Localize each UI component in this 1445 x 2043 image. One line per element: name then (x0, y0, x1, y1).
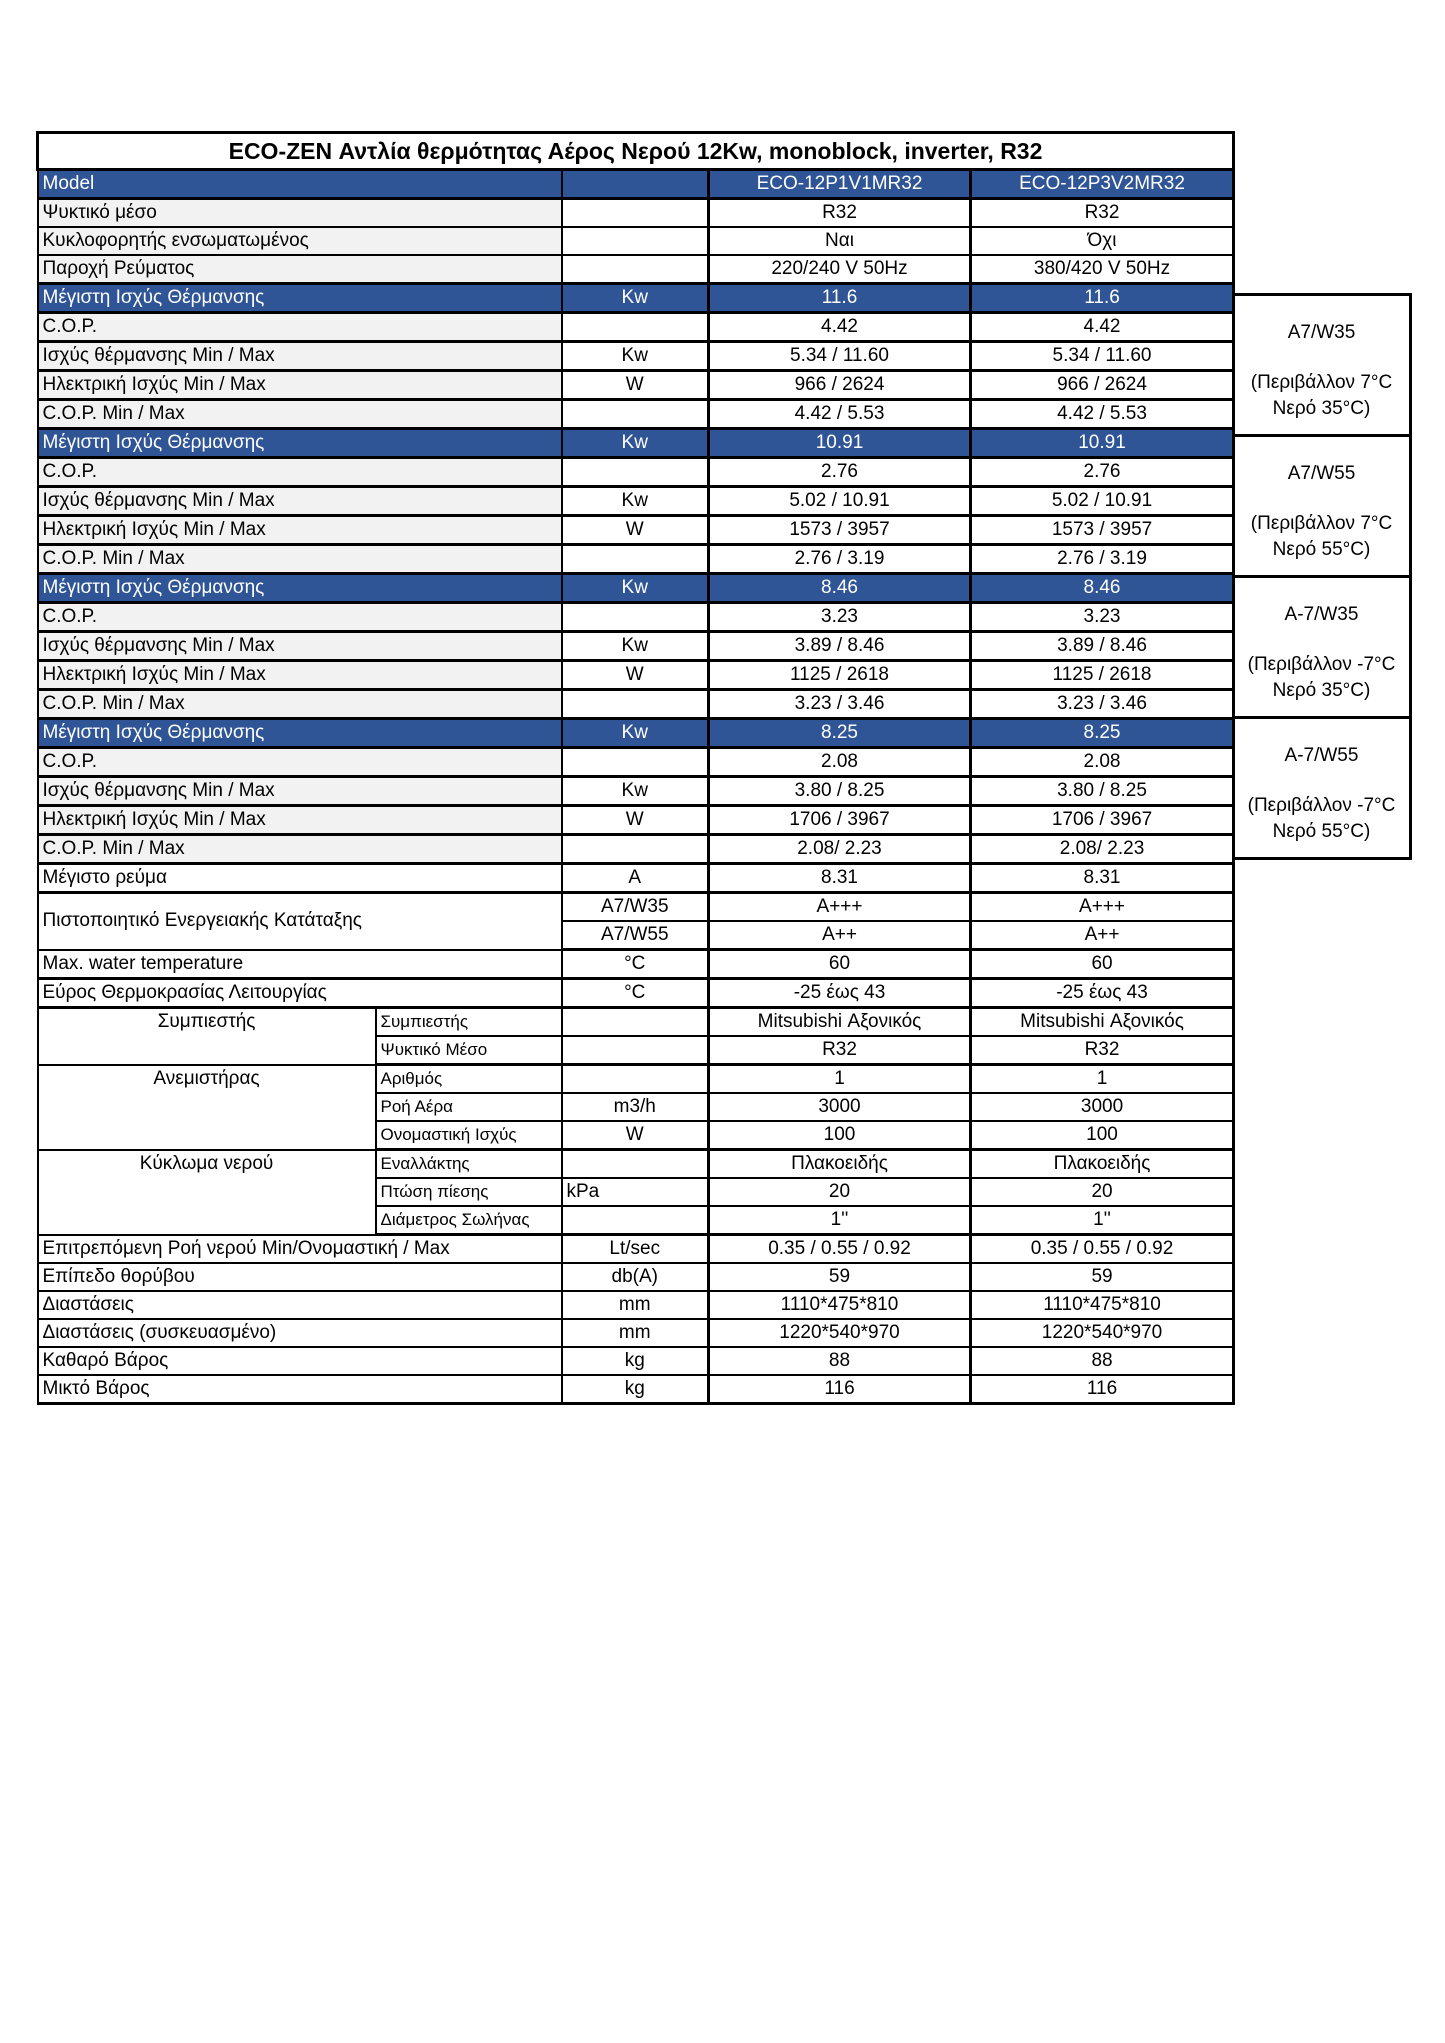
row-label: Επίπεδο θορύβου (38, 1263, 562, 1291)
group-row (38, 1065, 1234, 1094)
row-label: Ισχύς θέρμανσης Min / Max (38, 777, 562, 806)
group-label: Συμπιεστής (38, 1008, 376, 1065)
value-model-1: 3000 (709, 1093, 971, 1121)
value-model-2: 1125 / 2618 (971, 661, 1234, 690)
sub-label: Ροή Αέρα (376, 1093, 562, 1121)
row-unit (562, 255, 709, 284)
test-condition-box (1232, 293, 1412, 437)
page-title: ECO-ZEN Αντλία θερμότητας Αέρος Νερού 12Kw, monoblock, inverter, R32 (38, 133, 1234, 170)
performance-header-row (38, 284, 1234, 313)
row-unit (562, 1150, 709, 1179)
spec-table (36, 131, 1235, 1405)
row-unit: Kw (562, 429, 709, 458)
value-model-2: 1110*475*810 (971, 1291, 1234, 1319)
value-model-1: 116 (709, 1375, 971, 1404)
energy-class-condition: A7/W55 (562, 921, 709, 950)
sub-label: Πτώση πίεσης (376, 1178, 562, 1206)
value-model-1: R32 (709, 199, 971, 228)
row-label: C.O.P. (38, 313, 562, 342)
value-model-1: 3.89 / 8.46 (709, 632, 971, 661)
condition-ambient: (Περιβάλλον 7°C (1250, 513, 1393, 534)
value-model-2: 1573 / 3957 (971, 516, 1234, 545)
value-model-2: 1 (971, 1065, 1234, 1094)
value-model-1: Πλακοειδής (709, 1150, 971, 1179)
value-model-2: 2.76 (971, 458, 1234, 487)
value-model-2: 11.6 (971, 284, 1234, 313)
energy-class-label: Πιστοποιητικό Ενεργειακής Κατάταξης (38, 893, 562, 950)
row-unit (562, 458, 709, 487)
row-label: Μέγιστη Ισχύς Θέρμανσης (38, 429, 562, 458)
performance-row (38, 458, 1234, 487)
condition-description (1234, 485, 1409, 563)
group-row (38, 1150, 1234, 1179)
value-model-1: 8.31 (709, 864, 971, 893)
row-unit: mm (562, 1291, 709, 1319)
model-unit (562, 170, 709, 199)
value-model-2: 60 (971, 950, 1234, 979)
value-model-1: 3.80 / 8.25 (709, 777, 971, 806)
row-unit: Kw (562, 777, 709, 806)
test-condition-box (1232, 575, 1412, 719)
operating-range-row (38, 979, 1234, 1008)
max-current-row (38, 864, 1234, 893)
row-unit: W (562, 516, 709, 545)
value-model-2: Mitsubishi Αξονικός (971, 1008, 1234, 1037)
condition-description (1234, 344, 1409, 422)
test-condition-box (1232, 716, 1412, 860)
spec-row (38, 1235, 1234, 1264)
sub-label: Ονομαστική Ισχύς (376, 1121, 562, 1150)
value-model-2: -25 έως 43 (971, 979, 1234, 1008)
condition-code: A-7/W55 (1284, 745, 1359, 766)
performance-row (38, 806, 1234, 835)
row-label: Ισχύς θέρμανσης Min / Max (38, 632, 562, 661)
group-label: Κύκλωμα νερού (38, 1150, 376, 1235)
row-label: Ισχύς θέρμανσης Min / Max (38, 342, 562, 371)
performance-header-row (38, 429, 1234, 458)
performance-row (38, 371, 1234, 400)
value-model-2: Όχι (971, 227, 1234, 255)
condition-water: Νερό 55°C) (1272, 821, 1371, 842)
value-model-2: 1706 / 3967 (971, 806, 1234, 835)
condition-code: A7/W35 (1287, 322, 1356, 343)
row-label: Διαστάσεις (38, 1291, 562, 1319)
row-unit: Lt/sec (562, 1235, 709, 1264)
spec-row (38, 1319, 1234, 1347)
row-label: Κυκλοφορητής ενσωματωμένος (38, 227, 562, 255)
value-model-2: 3.23 (971, 603, 1234, 632)
value-model-2: 3.80 / 8.25 (971, 777, 1234, 806)
value-model-2: 8.25 (971, 719, 1234, 748)
value-model-1: 8.25 (709, 719, 971, 748)
row-unit: Kw (562, 487, 709, 516)
row-unit (562, 690, 709, 719)
performance-row (38, 342, 1234, 371)
value-model-1: 11.6 (709, 284, 971, 313)
value-model-2: 8.31 (971, 864, 1234, 893)
model-1-name: ECO-12P1V1MR32 (709, 170, 971, 199)
value-model-2: 1'' (971, 1206, 1234, 1235)
value-model-2: R32 (971, 199, 1234, 228)
performance-row (38, 661, 1234, 690)
value-model-2: 2.08 (971, 748, 1234, 777)
row-unit: Kw (562, 719, 709, 748)
value-model-1: 2.76 / 3.19 (709, 545, 971, 574)
spec-row (38, 1347, 1234, 1375)
value-model-2: 3000 (971, 1093, 1234, 1121)
energy-class-row (38, 893, 1234, 922)
spec-row (38, 1375, 1234, 1404)
condition-water: Νερό 35°C) (1272, 680, 1371, 701)
row-label: Επιτρεπόμενη Ροή νερού Min/Ονομαστική / Max (38, 1235, 562, 1264)
row-unit (562, 1008, 709, 1037)
row-label: Διαστάσεις (συσκευασμένο) (38, 1319, 562, 1347)
value-model-1: 0.35 / 0.55 / 0.92 (709, 1235, 971, 1264)
row-unit (562, 748, 709, 777)
row-unit (562, 545, 709, 574)
condition-code: A-7/W35 (1284, 604, 1359, 625)
row-unit: °C (562, 979, 709, 1008)
spec-row (38, 1263, 1234, 1291)
value-model-2: Πλακοειδής (971, 1150, 1234, 1179)
energy-class-condition: A7/W35 (562, 893, 709, 922)
row-unit (562, 835, 709, 864)
value-model-1: 1 (709, 1065, 971, 1094)
condition-ambient: (Περιβάλλον -7°C (1247, 795, 1396, 816)
value-model-2: 966 / 2624 (971, 371, 1234, 400)
row-unit (562, 1065, 709, 1094)
value-model-1: 4.42 / 5.53 (709, 400, 971, 429)
model-header-row (38, 170, 1234, 199)
row-label: Μέγιστη Ισχύς Θέρμανσης (38, 284, 562, 313)
value-model-1: 2.76 (709, 458, 971, 487)
condition-ambient: (Περιβάλλον -7°C (1247, 654, 1396, 675)
row-label: C.O.P. Min / Max (38, 835, 562, 864)
performance-row (38, 835, 1234, 864)
test-conditions-column (1232, 293, 1412, 860)
row-unit: W (562, 371, 709, 400)
row-unit: m3/h (562, 1093, 709, 1121)
value-model-2: R32 (971, 1036, 1234, 1065)
row-label: Ηλεκτρική Ισχύς Min / Max (38, 661, 562, 690)
row-label: C.O.P. (38, 748, 562, 777)
value-model-1: A++ (709, 921, 971, 950)
value-model-2: 380/420 V 50Hz (971, 255, 1234, 284)
value-model-1: 4.42 (709, 313, 971, 342)
max-water-temp-row (38, 950, 1234, 979)
value-model-2: 4.42 (971, 313, 1234, 342)
row-unit (562, 1036, 709, 1065)
row-unit: Kw (562, 574, 709, 603)
value-model-2: 3.23 / 3.46 (971, 690, 1234, 719)
row-unit: mm (562, 1319, 709, 1347)
value-model-1: 8.46 (709, 574, 971, 603)
value-model-2: 59 (971, 1263, 1234, 1291)
value-model-1: 5.34 / 11.60 (709, 342, 971, 371)
test-condition-box (1232, 434, 1412, 578)
row-unit: W (562, 1121, 709, 1150)
condition-description (1234, 767, 1409, 845)
value-model-2: 2.08/ 2.23 (971, 835, 1234, 864)
row-unit: db(A) (562, 1263, 709, 1291)
value-model-2: 1220*540*970 (971, 1319, 1234, 1347)
value-model-1: 100 (709, 1121, 971, 1150)
value-model-1: A+++ (709, 893, 971, 922)
sub-label: Συμπιεστής (376, 1008, 562, 1037)
sub-label: Εναλλάκτης (376, 1150, 562, 1179)
row-label: Μέγιστο ρεύμα (38, 864, 562, 893)
performance-row (38, 603, 1234, 632)
row-unit: Kw (562, 342, 709, 371)
value-model-1: -25 έως 43 (709, 979, 971, 1008)
value-model-1: 60 (709, 950, 971, 979)
row-unit: W (562, 661, 709, 690)
value-model-1: 1110*475*810 (709, 1291, 971, 1319)
value-model-1: 10.91 (709, 429, 971, 458)
sub-label: Ψυκτικό Μέσο (376, 1036, 562, 1065)
value-model-1: 5.02 / 10.91 (709, 487, 971, 516)
performance-row (38, 777, 1234, 806)
condition-water: Νερό 55°C) (1272, 539, 1371, 560)
value-model-2: 4.42 / 5.53 (971, 400, 1234, 429)
performance-row (38, 632, 1234, 661)
value-model-1: 1125 / 2618 (709, 661, 971, 690)
performance-header-row (38, 574, 1234, 603)
value-model-1: 59 (709, 1263, 971, 1291)
row-unit: A (562, 864, 709, 893)
general-row (38, 199, 1234, 228)
value-model-2: A++ (971, 921, 1234, 950)
row-label: C.O.P. (38, 603, 562, 632)
row-label: Καθαρό Βάρος (38, 1347, 562, 1375)
value-model-2: 2.76 / 3.19 (971, 545, 1234, 574)
performance-row (38, 748, 1234, 777)
value-model-1: 3.23 (709, 603, 971, 632)
condition-ambient: (Περιβάλλον 7°C (1250, 372, 1393, 393)
sub-label: Διάμετρος Σωλήνας (376, 1206, 562, 1235)
value-model-2: A+++ (971, 893, 1234, 922)
condition-water: Νερό 35°C) (1272, 398, 1371, 419)
value-model-2: 20 (971, 1178, 1234, 1206)
row-label: Ηλεκτρική Ισχύς Min / Max (38, 516, 562, 545)
value-model-2: 10.91 (971, 429, 1234, 458)
value-model-1: 20 (709, 1178, 971, 1206)
value-model-2: 8.46 (971, 574, 1234, 603)
row-label: Παροχή Ρεύματος (38, 255, 562, 284)
row-unit: kg (562, 1375, 709, 1404)
performance-row (38, 313, 1234, 342)
row-unit: Kw (562, 284, 709, 313)
value-model-2: 5.02 / 10.91 (971, 487, 1234, 516)
value-model-1: Mitsubishi Αξονικός (709, 1008, 971, 1037)
row-unit (562, 227, 709, 255)
value-model-2: 100 (971, 1121, 1234, 1150)
row-unit (562, 1206, 709, 1235)
performance-row (38, 545, 1234, 574)
value-model-1: 2.08 (709, 748, 971, 777)
row-label: Ψυκτικό μέσο (38, 199, 562, 228)
condition-code: A7/W55 (1287, 463, 1356, 484)
value-model-2: 0.35 / 0.55 / 0.92 (971, 1235, 1234, 1264)
performance-row (38, 516, 1234, 545)
row-label: Μέγιστη Ισχύς Θέρμανσης (38, 719, 562, 748)
performance-row (38, 400, 1234, 429)
row-label: Μικτό Βάρος (38, 1375, 562, 1404)
performance-row (38, 487, 1234, 516)
row-unit: Kw (562, 632, 709, 661)
row-unit: kg (562, 1347, 709, 1375)
row-label: Εύρος Θερμοκρασίας Λειτουργίας (38, 979, 562, 1008)
row-label: C.O.P. Min / Max (38, 400, 562, 429)
row-label: C.O.P. Min / Max (38, 690, 562, 719)
row-unit (562, 400, 709, 429)
row-unit (562, 313, 709, 342)
title-row (38, 133, 1234, 170)
model-label: Model (38, 170, 562, 199)
general-row (38, 255, 1234, 284)
value-model-1: 1'' (709, 1206, 971, 1235)
general-row (38, 227, 1234, 255)
sub-label: Αριθμός (376, 1065, 562, 1094)
value-model-1: 3.23 / 3.46 (709, 690, 971, 719)
group-label: Ανεμιστήρας (38, 1065, 376, 1150)
row-unit: W (562, 806, 709, 835)
value-model-2: 116 (971, 1375, 1234, 1404)
performance-row (38, 690, 1234, 719)
row-label: C.O.P. Min / Max (38, 545, 562, 574)
row-unit (562, 603, 709, 632)
value-model-2: 88 (971, 1347, 1234, 1375)
row-unit (562, 199, 709, 228)
row-label: Ηλεκτρική Ισχύς Min / Max (38, 371, 562, 400)
value-model-1: 88 (709, 1347, 971, 1375)
row-label: Ηλεκτρική Ισχύς Min / Max (38, 806, 562, 835)
value-model-1: 2.08/ 2.23 (709, 835, 971, 864)
row-label: Ισχύς θέρμανσης Min / Max (38, 487, 562, 516)
row-label: C.O.P. (38, 458, 562, 487)
value-model-1: Ναι (709, 227, 971, 255)
group-row (38, 1008, 1234, 1037)
model-2-name: ECO-12P3V2MR32 (971, 170, 1234, 199)
spec-sheet (36, 131, 1232, 1405)
condition-description (1234, 626, 1409, 704)
value-model-2: 3.89 / 8.46 (971, 632, 1234, 661)
row-label: Max. water temperature (38, 950, 562, 979)
value-model-1: 220/240 V 50Hz (709, 255, 971, 284)
value-model-1: R32 (709, 1036, 971, 1065)
value-model-1: 1220*540*970 (709, 1319, 971, 1347)
value-model-2: 5.34 / 11.60 (971, 342, 1234, 371)
row-unit: °C (562, 950, 709, 979)
spec-row (38, 1291, 1234, 1319)
value-model-1: 1573 / 3957 (709, 516, 971, 545)
performance-header-row (38, 719, 1234, 748)
value-model-1: 966 / 2624 (709, 371, 971, 400)
row-label: Μέγιστη Ισχύς Θέρμανσης (38, 574, 562, 603)
row-unit: kPa (562, 1178, 709, 1206)
value-model-1: 1706 / 3967 (709, 806, 971, 835)
